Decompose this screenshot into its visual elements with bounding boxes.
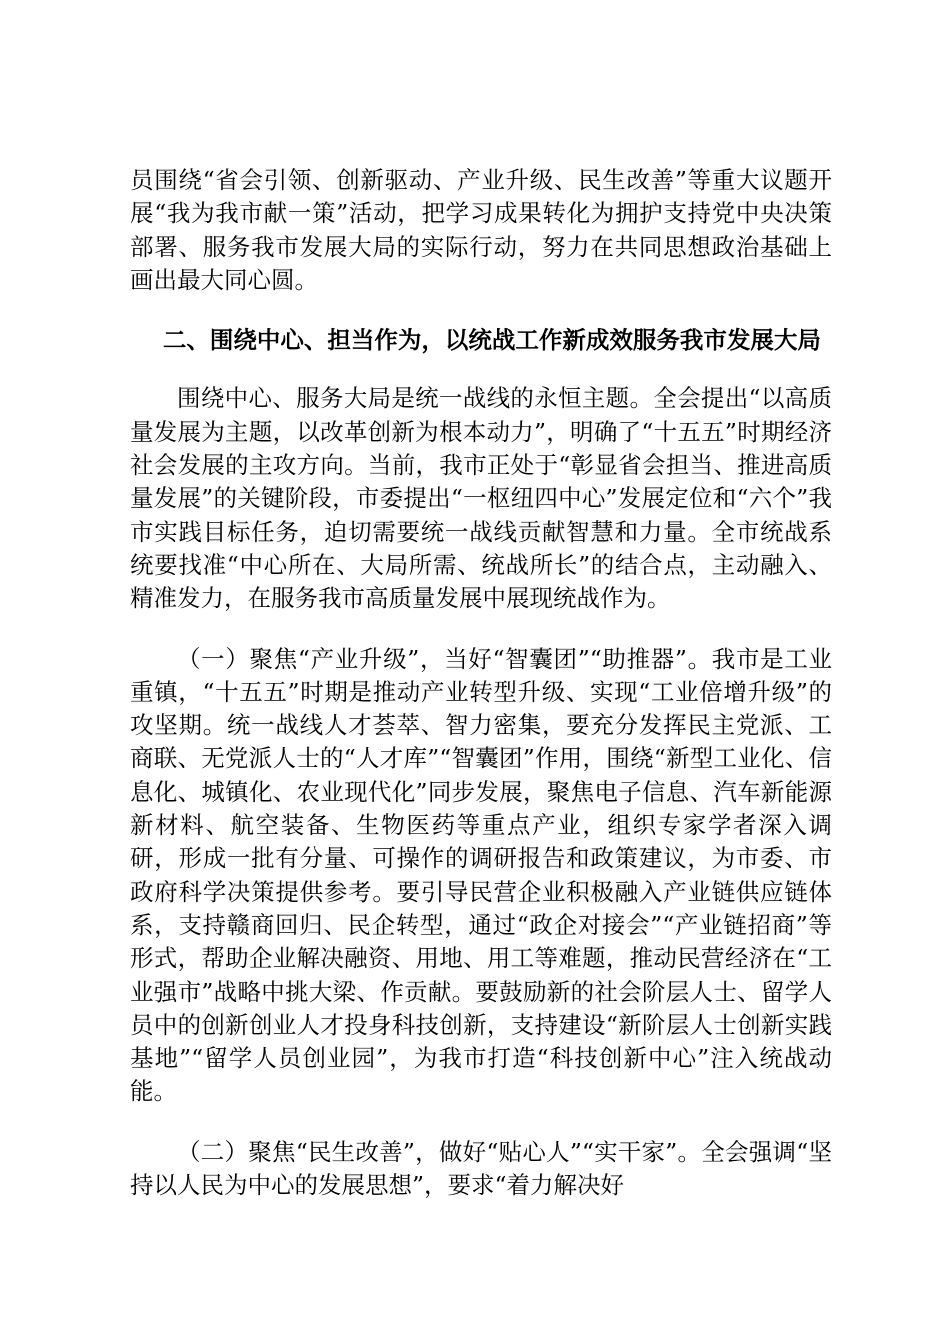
document-page bbox=[130, 164, 832, 1202]
paragraph-intro: 围绕中心、服务大局是统一战线的永恒主题。全会提出“以高质量发展为主题，以改革创新为根本动力”，明确了“十五五”时期经济社会发展的主攻方向。当前，我市正处于“彰显省会担当、推进高质量发展”的关键阶段，市委提出“一枢纽四中心”发展定位和“六个”我市实践目标任务，迫切需要统一战线贡献智慧和力量。全市统战系统要找准“中心所在、大局所需、统战所长”的结合点，主动融入、精准发力，在服务我市高质量发展中展现统战作为。 bbox=[130, 384, 832, 613]
paragraph-continuation: 员围绕“省会引领、创新驱动、产业升级、民生改善”等重大议题开展“我为我市献一策”活动，把学习成果转化为拥护支持党中央决策部署、服务我市发展大局的实际行动，努力在共同思想政治基础上画出最大同心圆。 bbox=[130, 166, 832, 294]
paragraph-subsection-2: （二）聚焦“民生改善”，做好“贴心人”“实干家”。全会强调“坚持以人民为中心的发展思想”，要求“着力解决好 bbox=[130, 1137, 832, 1200]
section-heading: 二、围绕中心、担当作为，以统战工作新成效服务我市发展大局 bbox=[162, 326, 821, 355]
paragraph-subsection-1: （一）聚焦“产业升级”，当好“智囊团”“助推器”。我市是工业重镇，“十五五”时期是推动产业转型升级、实现“工业倍增升级”的攻坚期。统一战线人才荟萃、智力密集，要充分发挥民主党派、工商联、无党派人士的“人才库”“智囊团”作用，围绕“新型工业化、信息化、城镇化、农业现代化”同步发展，聚焦电子信息、汽车新能源新材料、航空装备、生物医药等重点产业，组织专家学者深入调研，形成一批有分量、可操作的调研报告和政策建议，为市委、市政府科学决策提供参考。要引导民营企业积极融入产业链供应链体系，支持赣商回归、民企转型，通过“政企对接会”“产业链招商”等形式，帮助企业解决融资、用地、用工等难题，推动民营经济在“工业强市”战略中挑大梁、作贡献。要鼓励新的社会阶层人士、留学人员中的创新创业人才投身科技创新，支持建设“新阶层人士创新实践基地”“留学人员创业园”，为我市打造“科技创新中心”注入统战动能。 bbox=[130, 644, 832, 1106]
